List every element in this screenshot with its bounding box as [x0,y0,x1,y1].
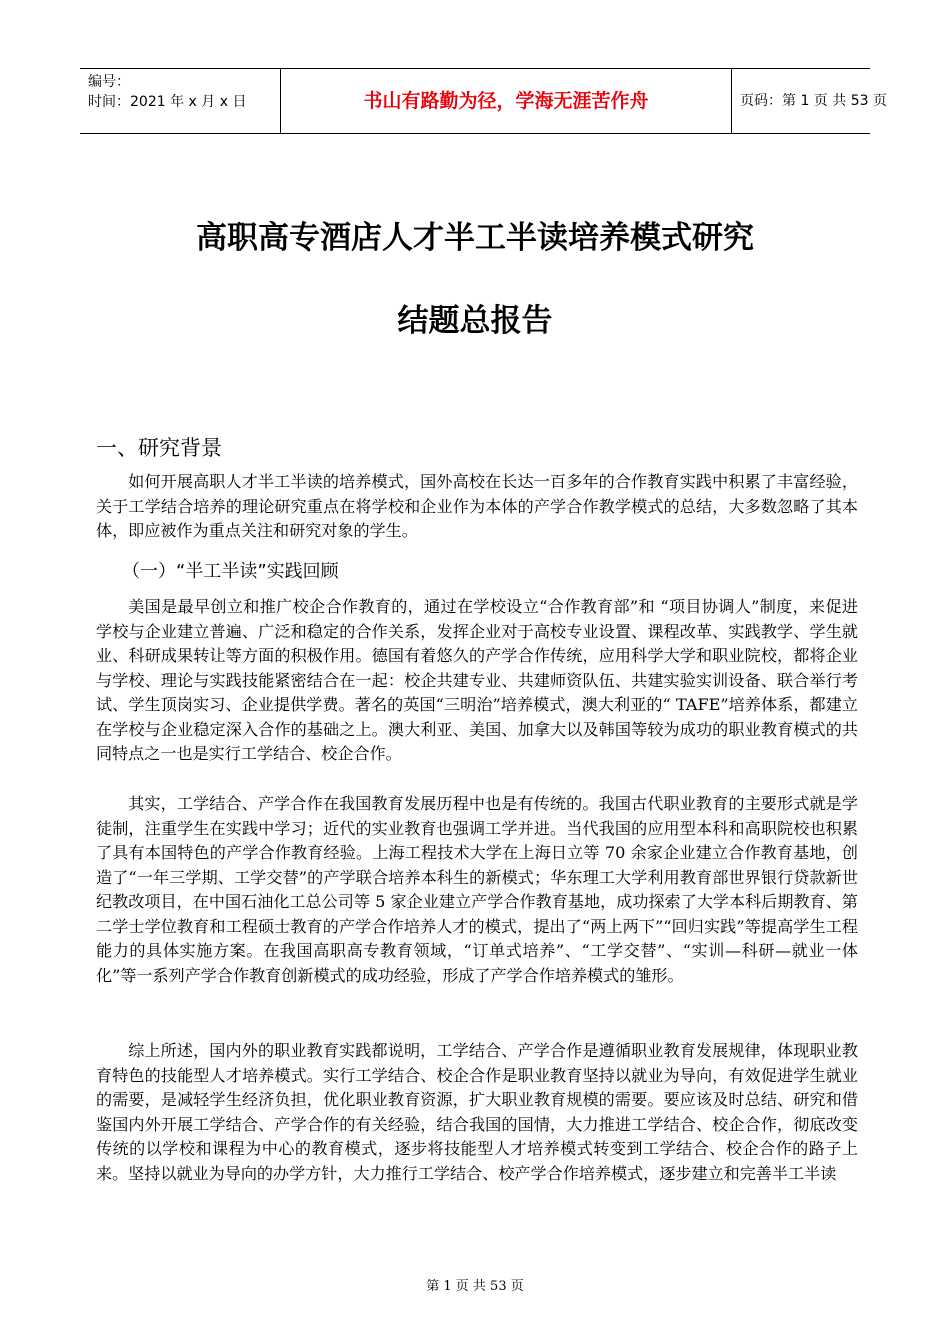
paragraph-foreign-practice: 美国是最早创立和推广校企合作教育的，通过在学校设立“合作教育部”和 “项目协调人”制度，来促进学校与企业建立普遍、广泛和稳定的合作关系，发挥企业对于高校专业设置、课程改革、实践教学、学生就业、科研成果转让等方面的积极作用。德国有着悠久的产学合作传统，应用科学大学和职业院校，都将企业与学校、理论与实践技能紧密结合在一起：校企共建专业、共建师资队伍、共建实验实训设备、联合举行考试、学生顶岗实习、企业提供学费。著名的英国“三明治”培养模式，澳大利亚的“ TAFE”培养体系，都建立在学校与企业稳定深入合作的基础之上。澳大利亚、美国、加拿大以及韩国等较为成功的职业教育模式的共同特点之一也是实行工学结合、校企合作。 [96,597,858,763]
paragraph-domestic-practice: 其实，工学结合、产学合作在我国教育发展历程中也是有传统的。我国古代职业教育的主要形式就是学徒制，注重学生在实践中学习；近代的实业教育也强调工学并进。当代我国的应用型本科和高职院校也积累了具有本国特色的产学合作教育经验。上海工程技术大学在上海日立等 70 余家企业建立合作教育基地，创造了“一年三学期、工学交替”的产学联合培养本科生的新模式；华东理工大学利用教育部世界银行贷款新世纪教改项目，在中国石油化工总公司等 5 家企业建立产学合作教育基地，成功探索了大学本科后期教育、第二学士学位教育和工程硕士教育的产学合作培养人才的模式，提出了“两上两下”“回归实践”等提高学生工程能力的具体实施方案。在我国高职高专教育领域，“订单式培养”、“工学交替”、“实训—科研—就业一体化”等一系列产学合作教育创新模式的成功经验，形成了产学合作培养模式的雏形。 [96,794,858,985]
header-motto: 书山有路勤为径，学海无涯苦作舟 [280,69,732,133]
header-meta-cell [80,69,280,133]
document-title-line-1: 高职高专酒店人才半工半读培养模式研究 [196,220,754,256]
document-number-label: 编号： [88,74,130,90]
page-footer: 第 1 页 共 53 页 [426,1279,524,1294]
paragraph-summary: 综上所述，国内外的职业教育实践都说明，工学结合、产学合作是遵循职业教育发展规律，体现职业教育特色的技能型人才培养模式。实行工学结合、校企合作是职业教育坚持以就业为导向，有效促进学生就业的需要，是减轻学生经济负担，优化职业教育资源，扩大职业教育规模的需要。要应该及时总结、研究和借鉴国内外开展工学结合、产学合作的有关经验，结合我国的国情，大力推进工学结合、校企合作，彻底改变传统的以学校和课程为中心的教育模式，逐步将技能型人才培养模式转变到工学结合、校企合作的路子上来。坚持以就业为导向的办学方针，大力推行工学结合、校产学合作培养模式，逐步建立和完善半工半读 [96,1041,858,1183]
header-page-info: 页码：第 1 页 共 53 页 [740,93,887,109]
paragraph-intro: 如何开展高职人才半工半读的培养模式，国外高校在长达一百多年的合作教育实践中积累了丰富经验，关于工学结合培养的理论研究重点在将学校和企业作为本体的产学合作教学模式的总结，大多数忽略了其本体，即应被作为重点关注和研究对象的学生。 [96,472,858,540]
section-heading-research-background: 一、研究背景 [96,436,222,460]
document-time-label: 时间：2021 年 x 月 x 日 [88,94,247,110]
document-title-line-2: 结题总报告 [397,303,553,339]
header-table [80,68,887,134]
subsection-heading-practice-review: （一）“半工半读”实践回顾 [122,561,339,582]
